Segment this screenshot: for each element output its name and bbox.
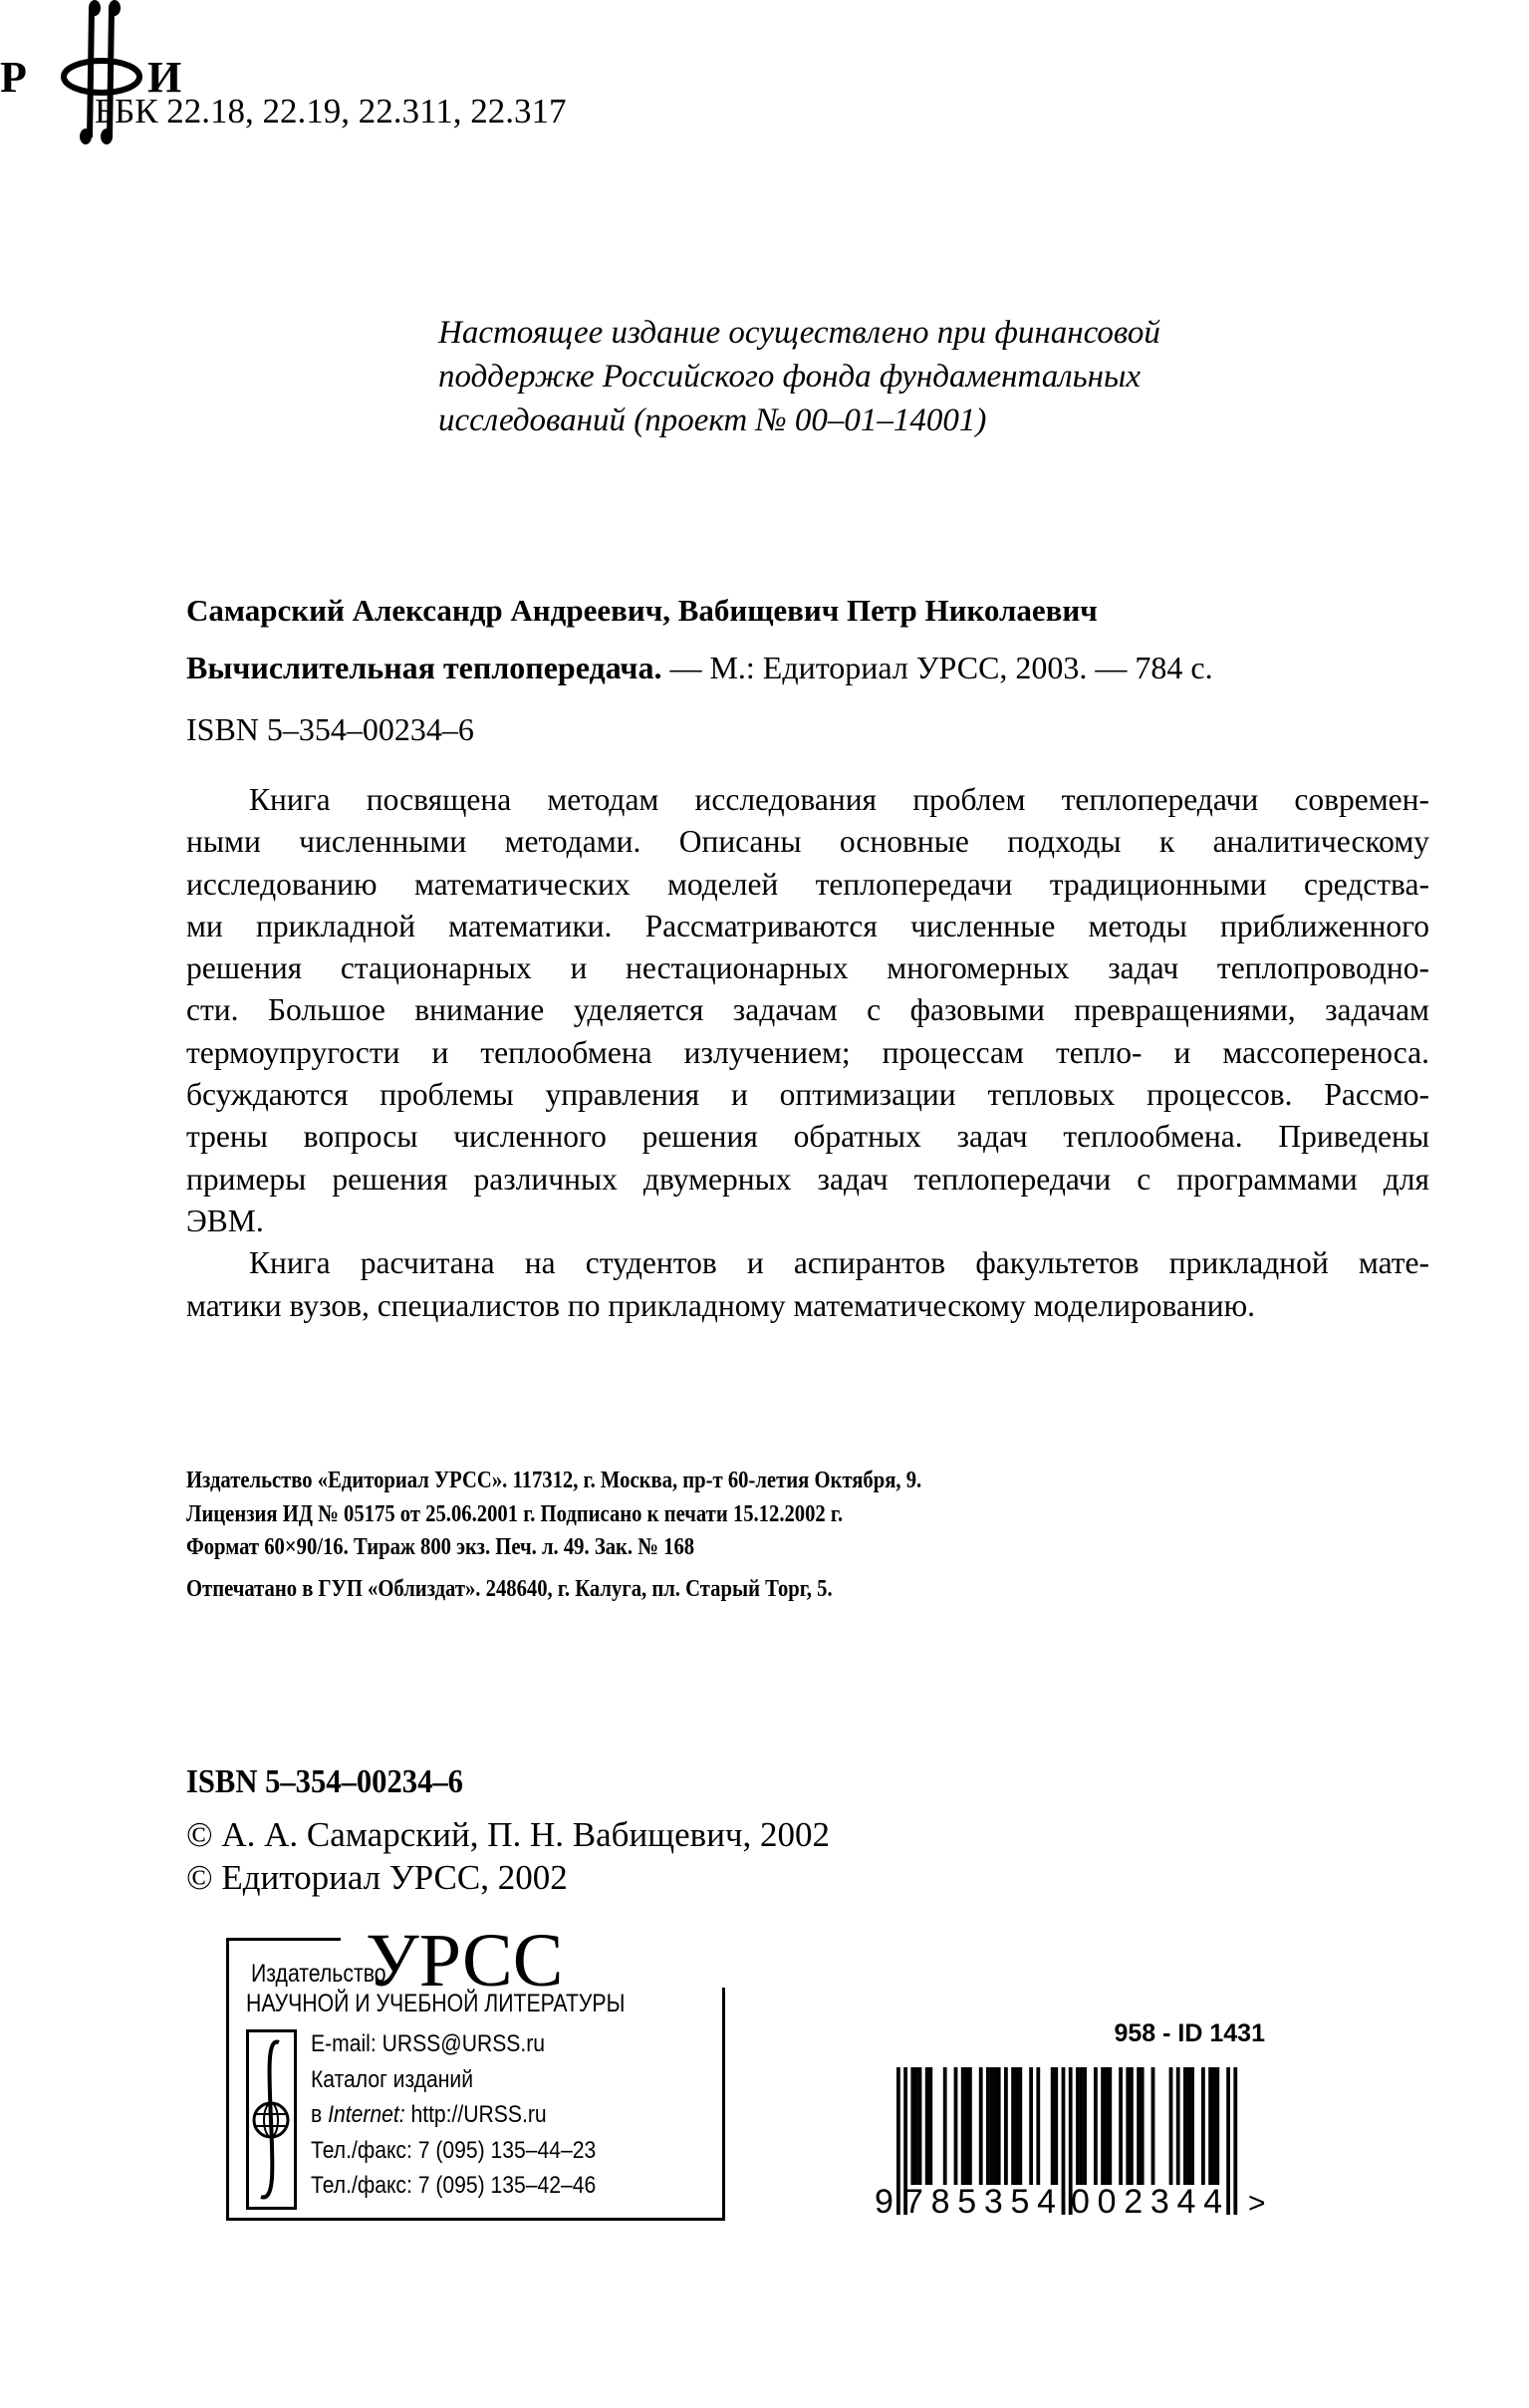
urss-logo: УРСС — [366, 1919, 564, 2003]
isbn-bottom: ISBN 5–354–00234–6 — [186, 1763, 463, 1800]
barcode-bar — [1108, 2067, 1112, 2185]
internet-url: http://URSS.ru — [404, 2101, 547, 2128]
barcode-bar — [1137, 2067, 1141, 2185]
abstract-line: матики вузов, специалистов по прикладному математическому моделированию. — [186, 1287, 1256, 1323]
barcode-bar — [1119, 2067, 1123, 2185]
catalog-label: Каталог изданий — [311, 2065, 473, 2093]
publisher-subtitle: НАУЧНОЙ И УЧЕБНОЙ ЛИТЕРАТУРЫ — [246, 1990, 626, 2017]
phone-2: Тел./факс: 7 (095) 135–42–46 — [311, 2172, 597, 2199]
internet-word: Internet: — [328, 2101, 405, 2128]
barcode-bar — [1208, 2067, 1212, 2185]
grant-note-line: исследований (проект № 00–01–14001) — [438, 402, 987, 438]
barcode-bar — [993, 2067, 997, 2185]
barcode-bar — [1212, 2067, 1216, 2185]
barcode-marker: > — [1248, 2187, 1266, 2217]
barcode-bar — [1036, 2067, 1040, 2185]
copyright-authors: © А. А. Самарский, П. Н. Вабищевич, 2002 — [186, 1815, 831, 1854]
ean13-barcode — [875, 2067, 1273, 2217]
barcode-bar — [1176, 2067, 1180, 2185]
barcode-bar — [1054, 2067, 1058, 2185]
book-title: Вычислительная теплопередача. — [186, 650, 662, 685]
abstract-line: ными численными методами. Описаны основные подходы к аналитическому — [186, 824, 1429, 860]
abstract-line: бсуждаются проблемы управления и оптимизации тепловых процессов. Рассмо- — [186, 1077, 1429, 1113]
barcode-bar — [918, 2067, 922, 2185]
abstract-line: Книга посвящена методам исследования проблем теплопередачи современ- — [249, 782, 1429, 817]
barcode-bar — [1062, 2067, 1066, 2215]
publication-info: — М.: Едиториал УРСС, 2003. — 784 с. — [661, 650, 1213, 685]
barcode-bar — [1126, 2067, 1130, 2185]
grant-note — [438, 311, 1160, 442]
abstract-line: Книга расчитана на студентов и аспирантов факультетов прикладной мате- — [249, 1245, 1429, 1281]
abstract-line: сти. Большое внимание уделяется задачам с фазовыми превращениями, задачам — [186, 992, 1429, 1028]
barcode-bar — [1004, 2067, 1008, 2185]
abstract-line: решения стационарных и нестационарных многомерных задач теплопроводно- — [186, 950, 1429, 986]
imprint-line: Формат 60×90/16. Тираж 800 экз. Печ. л. 49. Зак. № 168 — [186, 1534, 695, 1560]
barcode-bar — [928, 2067, 932, 2185]
barcode-bar — [914, 2067, 918, 2185]
abstract-line: термоупругости и теплообмена излучением; процессам тепло- и массопереноса. — [186, 1034, 1429, 1070]
barcode-bar — [1226, 2067, 1230, 2215]
abstract-line: ми прикладной математики. Рассматриваются численные методы приближенного — [186, 908, 1429, 943]
barcode-bar — [1215, 2067, 1219, 2185]
barcode-bar — [1190, 2067, 1194, 2185]
barcode-bar — [1130, 2067, 1134, 2185]
isbn-top: ISBN 5–354–00234–6 — [186, 711, 474, 747]
authors: Самарский Александр Андреевич, Вабищевич Петр Николаевич — [186, 593, 1098, 628]
imprint-line: Издательство «Едиториал УРСС». 117312, г. Москва, пр-т 60-летия Октября, 9. — [186, 1468, 922, 1493]
barcode-bar — [1105, 2067, 1109, 2185]
barcode-first-digit: 9 — [875, 2183, 893, 2217]
barcode-bar — [990, 2067, 994, 2185]
internet-link[interactable] — [311, 2097, 596, 2133]
barcode-bar — [1151, 2067, 1155, 2185]
barcode-bar — [1051, 2067, 1055, 2185]
barcode-bar — [1083, 2067, 1087, 2185]
barcode-bar — [1101, 2067, 1105, 2185]
imprint-line: Лицензия ИД № 05175 от 25.06.2001 г. Подписано к печати 15.12.2002 г. — [186, 1500, 844, 1527]
barcode-bar — [968, 2067, 972, 2185]
publisher-box — [226, 1919, 725, 2221]
grant-note-line: Настоящее издание осуществлено при финансовой — [438, 315, 1160, 351]
barcode-bar — [1015, 2067, 1019, 2185]
rffi-logo-letter-r: Р — [0, 53, 27, 102]
abstract — [186, 779, 1429, 1327]
barcode-bar — [979, 2067, 983, 2185]
abstract-line: примеры решения различных двумерных задач теплопередачи с программами для — [186, 1161, 1429, 1197]
barcode-bar — [964, 2067, 968, 2185]
abstract-line: трены вопросы численного решения обратных задач теплообмена. Приведены — [186, 1119, 1429, 1155]
barcode-bar — [910, 2067, 914, 2185]
barcode-bar — [896, 2067, 900, 2215]
bibliographic-title — [186, 650, 1213, 686]
barcode-bar — [1029, 2067, 1033, 2185]
barcode-bar — [1183, 2067, 1187, 2185]
barcode-bar — [1141, 2067, 1145, 2185]
printer-line: Отпечатано в ГУП «Облиздат». 248640, г. Калуга, пл. Старый Торг, 5. — [186, 1575, 833, 1602]
abstract-line: ЭВМ. — [186, 1203, 264, 1238]
barcode-bar — [1094, 2067, 1098, 2185]
email-link[interactable]: E-mail: URSS@URSS.ru — [311, 2030, 546, 2057]
barcode-bar — [1018, 2067, 1022, 2185]
copyright-publisher: © Едиториал УРСС, 2002 — [186, 1858, 568, 1897]
publisher-word: Издательство — [251, 1960, 386, 1988]
barcode-left-digits: 785354 — [904, 2183, 1056, 2217]
rffi-logo-letter-i: И — [147, 53, 182, 102]
barcode-bar — [986, 2067, 990, 2185]
internet-prefix: в — [311, 2101, 329, 2128]
barcode-id: 958 - ID 1431 — [1114, 2019, 1265, 2047]
abstract-line: исследованию математических моделей теплопередачи традиционными средства- — [186, 866, 1429, 902]
barcode-bar — [943, 2067, 947, 2185]
bbk-classification: ББК 22.18, 22.19, 22.311, 22.317 — [95, 92, 567, 131]
barcode-bar — [1169, 2067, 1173, 2185]
barcode-right-digits: 002344 — [1071, 2183, 1222, 2217]
globe-integral-icon — [246, 2029, 297, 2210]
barcode-bar — [925, 2067, 929, 2185]
publisher-contacts — [311, 2026, 596, 2204]
phone-1: Тел./факс: 7 (095) 135–44–23 — [311, 2136, 597, 2164]
grant-note-line: поддержке Российского фонда фундаментальных — [438, 359, 1142, 395]
barcode-bar — [1201, 2067, 1205, 2185]
barcode-bar — [1233, 2067, 1237, 2215]
barcode-bar — [1080, 2067, 1084, 2185]
barcode-bar — [997, 2067, 1001, 2185]
imprint — [186, 1465, 921, 1606]
barcode-bar — [1076, 2067, 1080, 2185]
barcode-bar — [1011, 2067, 1015, 2185]
barcode-bar — [954, 2067, 958, 2185]
barcode-bar — [961, 2067, 965, 2185]
barcode-bar — [1187, 2067, 1191, 2185]
